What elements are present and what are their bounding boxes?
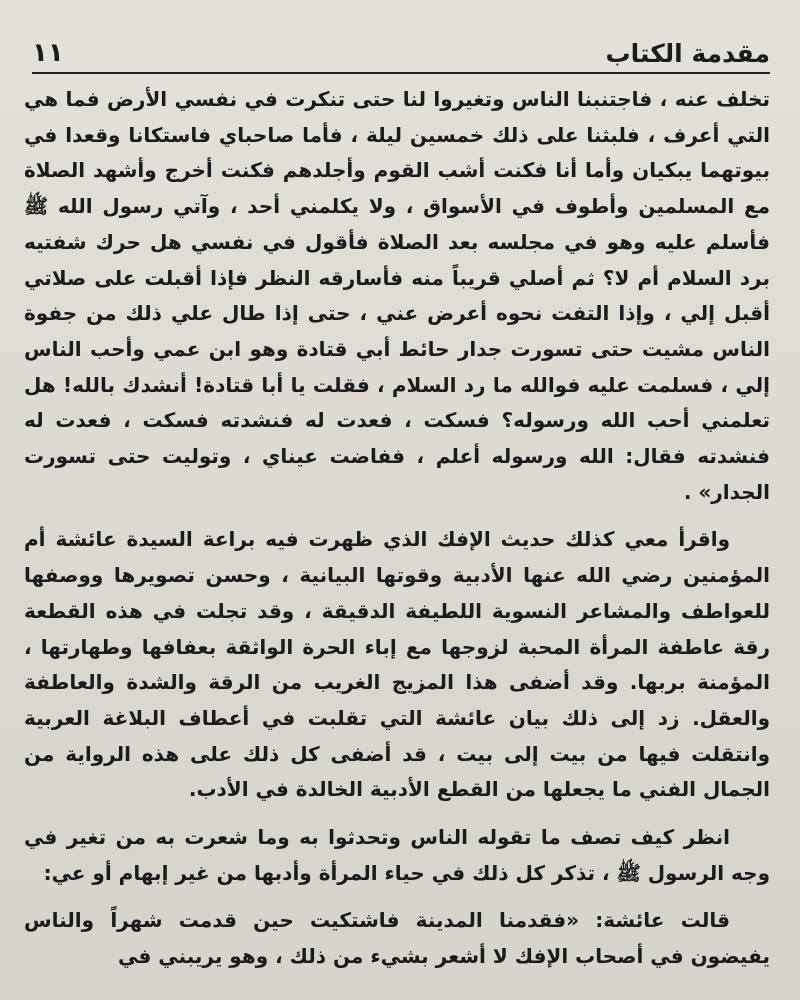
paragraph-ifk-introduction: واقرأ معي كذلك حديث الإفك الذي ظهرت فيه براعة السيدة عائشة أم المؤمنين رضي الله عنها الأدبية وقوتها البيانية ، وحسن تصويرها ووصفها للعواطف والمشاعر النسوية اللطيفة الدقيقة ، وقد تجلت في هذه القطعة رقة عاطفة المرأة المحبة لزوجها مع إباء الحرة الواثقة بعفافها وطهارتها ، المؤمنة بربها. وقد أضفى هذا المزيج الغريب من الرقة والشدة والعاطفة والعقل. زد إلى ذلك بيان عائشة التي تقلبت في أعطاف البلاغة العربية وانتقلت فيها من بيت إلى بيت ، قد أضفى كل ذلك على هذه الرواية من الجمال الفني ما يجعلها من القطع الأدبية الخالدة في الأدب.: [24, 527, 770, 802]
running-title: مقدمة الكتاب: [605, 39, 770, 68]
page-number: ١١: [32, 38, 64, 68]
body-text: [24, 82, 770, 1000]
paragraph-observe: انظر كيف تصف ما تقوله الناس وتحدثوا به وما شعرت به من تغير في وجه الرسول ﷺ ، تذكر كل ذلك في حياء المرأة وأدبها من غير إبهام أو عي:: [24, 825, 770, 885]
paragraph-aisha-quote: قالت عائشة: «فقدمنا المدينة فاشتكيت حين قدمت شهراً والناس يفيضون في أصحاب الإفك لا أشعر بشيء من ذلك ، وهو يريبني في: [24, 908, 770, 969]
running-head: [32, 30, 770, 74]
paragraph-hadith-continuation: تخلف عنه ، فاجتنبنا الناس وتغيروا لنا حتى تنكرت في نفسي الأرض فما هي التي أعرف ، فلبثنا على ذلك خمسين ليلة ، فأما صاحباي فاستكانا وقعدا في بيوتهما يبكيان وأما أنا فكنت أشب القوم وأجلدهم فكنت أخرج وأشهد الصلاة مع المسلمين وأطوف في الأسواق ، ولا يكلمني أحد ، وآتي رسول الله ﷺ فأسلم عليه وهو في مجلسه بعد الصلاة فأقول في نفسي هل حرك شفتيه برد السلام أم لا؟ ثم أصلي قريباً منه فأسارقه النظر فإذا أقبلت على صلاتي أقبل إلي ، وإذا التفت نحوه أعرض عني ، حتى إذا طال علي ذلك من جفوة الناس مشيت حتى تسورت جدار حائط أبي قتادة وهو ابن عمي وأحب الناس إلي ، فسلمت عليه فوالله ما رد السلام ، فقلت يا أبا قتادة! أنشدك بالله! هل تعلمني أحب الله ورسوله؟ فسكت ، فعدت له فنشدته فسكت ، فعدت له فنشدته فقال: الله ورسوله أعلم ، ففاضت عيناي ، وتوليت حتى تسورت الجدار» .: [24, 87, 770, 504]
